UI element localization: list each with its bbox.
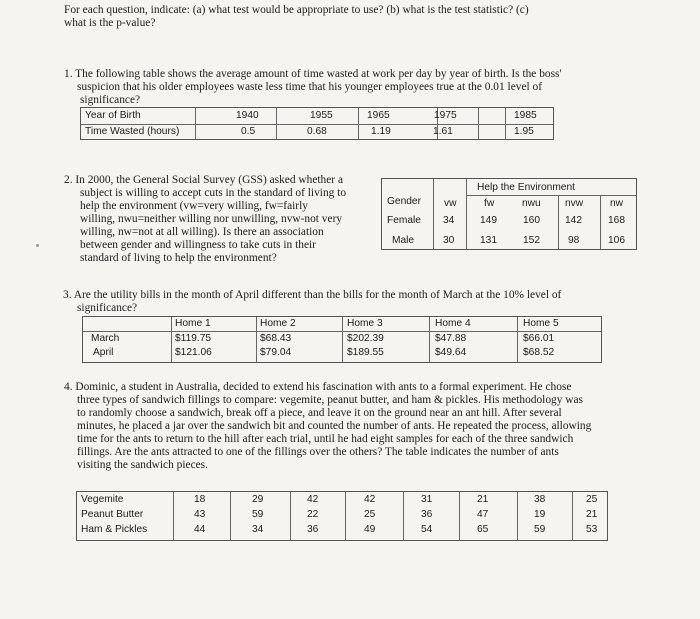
q2-cell: 149 xyxy=(480,215,497,226)
q2-cell: 152 xyxy=(523,235,540,246)
q4-cell: 47 xyxy=(477,509,489,520)
q3-row-label-april: April xyxy=(93,347,114,358)
q3-cell: $47.88 xyxy=(435,333,467,344)
q3-cell: $49.64 xyxy=(435,347,467,358)
q2-line-5: willing, nw=not at all willing). Is there an association xyxy=(80,226,324,238)
q4-cell: 18 xyxy=(194,494,206,505)
q4-cell: 59 xyxy=(534,524,546,535)
q4-cell: 53 xyxy=(586,524,598,535)
q2-line-7: standard of living to help the environment? xyxy=(80,252,277,264)
q4-cell: 42 xyxy=(307,494,319,505)
q1-line-3: significance? xyxy=(80,94,141,106)
q2-cell: 131 xyxy=(480,235,497,246)
q3-cell: $68.43 xyxy=(260,333,292,344)
q1-row-label-time: Time Wasted (hours) xyxy=(85,126,180,137)
q3-cell: $189.55 xyxy=(347,347,384,358)
q3-cell: $202.39 xyxy=(347,333,384,344)
q3-table xyxy=(82,316,602,363)
q4-cell: 34 xyxy=(252,524,264,535)
q4-cell: 36 xyxy=(421,509,433,520)
q2-col-header: fw xyxy=(484,198,495,209)
q4-line-6: fillings. Are the ants attracted to one of the fillings over the others? The table indicates the number of ants xyxy=(77,446,559,458)
q3-home-header: Home 1 xyxy=(175,318,211,329)
q2-cell: 98 xyxy=(568,235,580,246)
q4-cell: 21 xyxy=(586,509,598,520)
q2-col-header: vw xyxy=(444,198,457,209)
q1-line-2: suspicion that his older employees waste less time that his younger employees true at the 0.01 level of xyxy=(77,81,543,93)
q4-cell: 25 xyxy=(364,509,376,520)
q1-hours-cell: 0.5 xyxy=(241,126,256,137)
q4-cell: 43 xyxy=(194,509,206,520)
q3-cell: $119.75 xyxy=(175,333,212,344)
q2-line-1: 2. In 2000, the General Social Survey (GSS) asked whether a xyxy=(64,174,343,186)
q4-cell: 49 xyxy=(364,524,376,535)
q2-line-2: subject is willing to accept cuts in the standard of living to xyxy=(80,187,347,199)
q4-line-4: minutes, he placed a jar over the sandwich bit and counted the number of ants. He repeated the process, allowing xyxy=(77,420,592,432)
q2-line-4: willing, nwu=neither willing nor unwilling, nvw-not very xyxy=(80,213,343,225)
q3-cell: $66.01 xyxy=(523,333,555,344)
q3-cell: $68.52 xyxy=(523,347,555,358)
q3-cell: $79.04 xyxy=(260,347,292,358)
q1-year-cell: 1955 xyxy=(310,110,333,121)
q3-home-header: Home 4 xyxy=(435,318,471,329)
q4-cell: 44 xyxy=(194,524,206,535)
q4-row-label-vegemite: Vegemite xyxy=(81,494,124,505)
q4-line-3: to randomly choose a sandwich, break off a piece, and leave it on the ground near an ant hill. After several xyxy=(77,407,562,419)
q4-cell: 29 xyxy=(252,494,264,505)
q3-home-header: Home 3 xyxy=(347,318,383,329)
q1-table xyxy=(80,107,554,140)
q3-cell: $121.06 xyxy=(175,347,212,358)
q4-cell: 59 xyxy=(252,509,264,520)
q2-cell: 34 xyxy=(443,215,455,226)
q1-year-cell: 1940 xyxy=(236,110,259,121)
q1-line-1: 1. The following table shows the average amount of time wasted at work per day by year of birth. Is the boss' xyxy=(64,68,562,80)
q1-year-cell: 1975 xyxy=(434,110,457,121)
q4-line-7: visiting the sandwich pieces. xyxy=(77,459,208,471)
q4-cell: 65 xyxy=(477,524,489,535)
q1-year-cell: 1965 xyxy=(367,110,390,121)
q2-line-3: help the environment (vw=very willing, fw=fairly xyxy=(80,200,308,212)
header-line-2: what is the p-value? xyxy=(64,17,156,29)
q2-cell: 30 xyxy=(443,235,455,246)
q2-cell: 160 xyxy=(523,215,540,226)
q2-cell: 168 xyxy=(608,215,625,226)
q4-cell: 38 xyxy=(534,494,546,505)
q4-table xyxy=(76,491,608,541)
stray-mark xyxy=(36,244,39,247)
q2-col-header: nwu xyxy=(522,198,541,209)
q1-hours-cell: 1.19 xyxy=(371,126,391,137)
q1-hours-cell: 0.68 xyxy=(307,126,327,137)
q4-cell: 19 xyxy=(534,509,546,520)
header-line-1: For each question, indicate: (a) what test would be appropriate to use? (b) what is the test statistic? (c) xyxy=(64,4,529,16)
q2-col-header: nw xyxy=(610,198,624,209)
q3-line-1: 3. Are the utility bills in the month of April different than the bills for the month of March at the 10% level of xyxy=(63,289,562,301)
q3-home-header: Home 5 xyxy=(523,318,559,329)
q2-cell: 142 xyxy=(565,215,582,226)
q2-gender-header: Gender xyxy=(387,196,421,207)
q3-line-2: significance? xyxy=(77,302,138,314)
q4-cell: 42 xyxy=(364,494,376,505)
q4-cell: 31 xyxy=(421,494,433,505)
q2-cell: 106 xyxy=(608,235,625,246)
q4-cell: 54 xyxy=(421,524,433,535)
q1-row-label-year: Year of Birth xyxy=(85,110,141,121)
q4-cell: 21 xyxy=(477,494,489,505)
q2-col-header: nvw xyxy=(565,198,584,209)
q3-row-label-march: March xyxy=(91,333,120,344)
q2-table xyxy=(381,178,637,250)
q4-row-label-peanut-butter: Peanut Butter xyxy=(81,509,144,520)
q2-table-title: Help the Environment xyxy=(477,182,575,193)
q4-line-5: time for the ants to return to the hill after each trial, until he had eight samples for each of the three sandwich xyxy=(77,433,574,445)
q1-hours-cell: 1.61 xyxy=(433,126,453,137)
q1-year-cell: 1985 xyxy=(514,110,537,121)
q4-cell: 25 xyxy=(586,494,598,505)
q3-home-header: Home 2 xyxy=(260,318,296,329)
q4-line-2: three types of sandwich fillings to compare: vegemite, peanut butter, and ham & pickles. His methodology was xyxy=(77,394,583,406)
q4-cell: 22 xyxy=(307,509,319,520)
q4-line-1: 4. Dominic, a student in Australia, decided to extend his fascination with ants to a formal experiment. He chose xyxy=(64,381,572,393)
q4-row-label-ham-pickles: Ham & Pickles xyxy=(81,524,148,535)
q2-row-label-male: Male xyxy=(392,235,415,246)
q1-hours-cell: 1.95 xyxy=(514,126,534,137)
q2-line-6: between gender and willingness to take cuts in their xyxy=(80,239,316,251)
q2-row-label-female: Female xyxy=(387,215,421,226)
q4-cell: 36 xyxy=(307,524,319,535)
